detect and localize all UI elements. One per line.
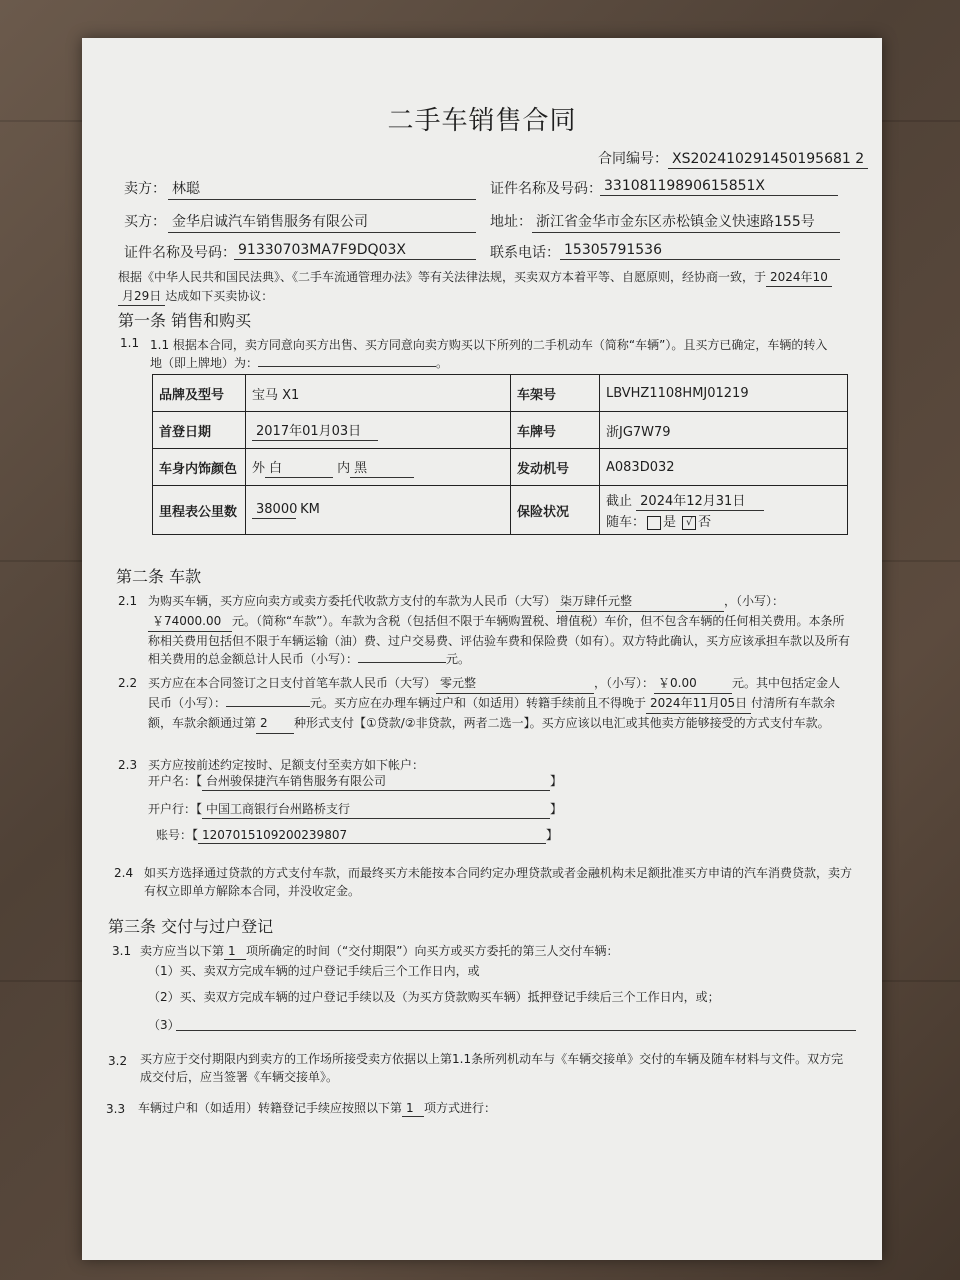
right-bracket: 】 <box>550 802 563 816</box>
article-2-title: 第二条 车款 <box>116 567 202 586</box>
clause-2-2 <box>148 674 850 734</box>
seller-id-value: 33108119890615851X <box>600 178 838 196</box>
clause-2-2-f: 种形式支付【①贷款/②非贷款，两者二选一】。买方应该以电汇或其他卖方能够接受的方式支付车款。 <box>294 716 830 730</box>
clause-3-1 <box>140 942 618 960</box>
yes-label: 是 <box>663 515 677 530</box>
clause-2-1-b: ，（小写）： <box>724 594 785 608</box>
insurance-label: 保险状况 <box>511 486 600 535</box>
clause-2-2-a: 买方应在本合同签订之日支付首笔车款人民币（大写） <box>148 676 437 690</box>
account-number-row <box>156 826 558 844</box>
vin-label: 车架号 <box>511 375 600 412</box>
buyer-id-value: 91330703MA7F9DQ03X <box>234 242 476 260</box>
clause-2-4-num: 2.4 <box>114 866 134 880</box>
balance-deadline: 2024年11月05日 <box>646 694 751 714</box>
page-title: 二手车销售合同 <box>387 106 577 136</box>
article-1-title: 第一条 销售和购买 <box>118 311 252 330</box>
delivery-option-3-label: （3） <box>148 1018 180 1032</box>
preamble-line2 <box>118 287 273 306</box>
bank-row <box>148 800 562 819</box>
right-bracket: 】 <box>546 828 559 842</box>
account-number: 1207015109200239807 <box>198 828 546 844</box>
clause-2-1 <box>148 592 850 668</box>
clause-2-1-a: 为购买车辆，买方应向卖方或卖方委托代收款方支付的车款为人民币（大写） <box>148 594 557 608</box>
checkbox-no-checked[interactable]: √ <box>682 516 696 530</box>
price-in-figures: ￥74000.00 <box>148 612 232 632</box>
table-row <box>153 449 848 486</box>
plate-label: 车牌号 <box>511 412 600 449</box>
contract-number-value: XS202410291450195681 2 <box>668 151 868 169</box>
plate-value: 浙JG7W79 <box>600 412 848 449</box>
preamble <box>118 268 832 287</box>
delivery-option-3-blank <box>176 1030 856 1031</box>
vin-value: LBVHZ1108HMJ01219 <box>600 375 848 412</box>
left-bracket: 【 <box>196 774 203 788</box>
bank-label: 开户行： <box>148 802 197 816</box>
seller-label: 卖方： <box>124 181 166 197</box>
preamble-date-part1: 2024年10 <box>766 268 832 287</box>
clause-2-2-b: ，（小写）： <box>594 676 655 690</box>
engine-value: A083D032 <box>600 449 848 486</box>
color-cell <box>246 449 511 486</box>
seller-name: 林聪 <box>168 178 476 200</box>
clause-2-1-num: 2.1 <box>118 594 138 608</box>
article-3-title: 第三条 交付与过户登记 <box>108 917 274 936</box>
exterior-color: 白 <box>265 457 333 478</box>
buyer-id-label: 证件名称及号码： <box>124 245 236 261</box>
interior-prefix: 内 <box>337 460 351 476</box>
buyer-label: 买方： <box>124 214 166 230</box>
left-bracket: 【 <box>192 828 199 842</box>
account-name: 台州骏保捷汽车销售服务有限公司 <box>202 772 550 791</box>
clause-3-1-num: 3.1 <box>112 944 132 958</box>
table-row <box>153 486 848 535</box>
clause-2-1-c: 元。（简称“车款”）。车款为含税（包括但不限于车辆购置税、增值税）车价，但不包含车辆的任何相关费用。本条所称相关费用包括但不限于车辆运输（油）费、过户交易费、评估验车费和保险费（如有）。双方特此确认，买方应该承担车款以及所有相关费用的总金额总计人民币（小写）： <box>148 614 851 666</box>
delivery-option-2: （2）买、卖双方完成车辆的过户登记手续以及（为买方贷款购买车辆）抵押登记手续后三个工作日内，或； <box>148 990 720 1004</box>
mileage-unit: KM <box>300 501 320 517</box>
reg-date-cell <box>246 412 511 449</box>
first-payment-figures: ￥0.00 <box>654 674 732 694</box>
no-label: 否 <box>698 515 712 530</box>
mileage-cell <box>246 486 511 535</box>
payment-method-number: 2 <box>256 714 294 734</box>
table-row <box>153 412 848 449</box>
account-number-label: 账号： <box>156 828 193 842</box>
contract-number-label: 合同编号： <box>598 151 668 167</box>
clause-3-3 <box>138 1099 496 1117</box>
right-bracket: 】 <box>550 774 563 788</box>
clause-2-1-d: 元。 <box>446 652 471 666</box>
delivery-option-1: （1）买、卖双方完成车辆的过户登记手续后三个工作日内，或 <box>148 964 480 978</box>
reg-date-value: 2017年01月03日 <box>252 420 378 441</box>
buyer-name: 金华启诚汽车销售服务有限公司 <box>168 211 476 233</box>
buyer-address: 浙江省金华市金东区赤松镇金义快速路155号 <box>532 211 840 233</box>
buyer-phone: 15305791536 <box>560 242 840 260</box>
first-payment-words: 零元整 <box>436 674 594 694</box>
buyer-phone-label: 联系电话： <box>490 245 560 261</box>
account-name-label: 开户名： <box>148 774 197 788</box>
color-label: 车身内饰颜色 <box>153 449 246 486</box>
insurance-prefix: 截止 <box>606 494 633 509</box>
buyer-address-label: 地址： <box>490 214 532 230</box>
destination-label: 地（即上牌地）为： <box>150 356 259 370</box>
clause-3-2-text: 买方应于交付期限内到卖方的工作场所接受卖方依据以上第1.1条所列机动车与《车辆交接单》交付的车辆及随车材料与文件。双方完成交付后，应当签署《车辆交接单》。 <box>140 1052 844 1084</box>
insurance-date: 2024年12月31日 <box>636 490 764 511</box>
vehicle-info-table <box>152 374 848 535</box>
clause-3-1-a: 卖方应当以下第 <box>140 944 225 958</box>
destination-blank <box>258 365 436 367</box>
clause-3-2-num: 3.2 <box>108 1054 128 1068</box>
with-car-label: 随车： <box>606 515 646 530</box>
clause-2-3-text: 买方应按前述约定按时、足额支付至卖方如下帐户： <box>148 758 425 772</box>
checkbox-yes[interactable] <box>647 516 661 530</box>
clause-3-3-a: 车辆过户和（如适用）转籍登记手续应按照以下第 <box>138 1101 403 1115</box>
clause-2-2-c: 元。其中包括定金人民币（小写）： <box>148 676 841 710</box>
mileage-label: 里程表公里数 <box>153 486 246 535</box>
account-name-row <box>148 772 562 791</box>
interior-color: 黑 <box>350 457 414 478</box>
insurance-with-car <box>606 511 841 530</box>
clause-2-3-num: 2.3 <box>118 758 138 772</box>
clause-2-2-num: 2.2 <box>118 676 138 690</box>
clause-3-3-b: 项方式进行： <box>424 1101 497 1115</box>
contract-page <box>82 38 882 1260</box>
clause-1-1-text: 1.1 根据本合同，卖方同意向买方出售、买方同意向卖方购买以下所列的二手机动车（简称“车辆”）。且买方已确定，车辆的转入 <box>150 338 828 352</box>
clause-3-3-num: 3.3 <box>106 1102 126 1116</box>
brand-label: 品牌及型号 <box>153 375 246 412</box>
mileage-value: 38000 <box>252 502 296 519</box>
deposit-blank <box>226 705 310 707</box>
brand-value: 宝马 X1 <box>246 375 511 412</box>
insurance-expiry <box>606 490 841 511</box>
preamble-date-part2: 月29日 <box>118 287 165 306</box>
clause-2-2-d: 元。买方应在办理车辆过户和（如适用）转籍手续前且不得晚于 <box>310 696 647 710</box>
left-bracket: 【 <box>196 802 203 816</box>
delivery-option-number: 1 <box>224 944 246 960</box>
clause-2-4-text: 如买方选择通过贷款的方式支付车款，而最终买方未能按本合同约定办理贷款或者金融机构未足额批准买方申请的汽车消费贷款，卖方有权立即单方解除本合同，并没收定金。 <box>144 866 853 898</box>
price-in-words: 柒万肆仟元整 <box>556 592 724 612</box>
insurance-cell <box>600 486 848 535</box>
preamble-text: 根据《中华人民共和国民法典》、《二手车流通管理办法》等有关法律法规，买卖双方本着平等、自愿原则，经协商一致，于 <box>118 270 767 284</box>
total-blank <box>358 661 446 663</box>
exterior-prefix: 外 <box>252 460 266 476</box>
clause-2-2-e: 付清所有车款余额，车款余额通过第 <box>148 696 836 730</box>
clause-3-1-b: 项所确定的时间（“交付期限”）向买方或买方委托的第三人交付车辆： <box>246 944 619 958</box>
bank-name: 中国工商银行台州路桥支行 <box>202 800 550 819</box>
preamble-text2: 达成如下买卖协议： <box>165 289 274 303</box>
engine-label: 发动机号 <box>511 449 600 486</box>
contract-number <box>598 148 868 169</box>
transfer-option-number: 1 <box>402 1101 424 1117</box>
clause-1-1-text2: 地（即上牌地）为： 。 <box>150 356 449 370</box>
table-row <box>153 375 848 412</box>
seller-id-label: 证件名称及号码： <box>490 181 602 197</box>
clause-1-1-num: 1.1 <box>120 336 140 350</box>
reg-date-label: 首登日期 <box>153 412 246 449</box>
